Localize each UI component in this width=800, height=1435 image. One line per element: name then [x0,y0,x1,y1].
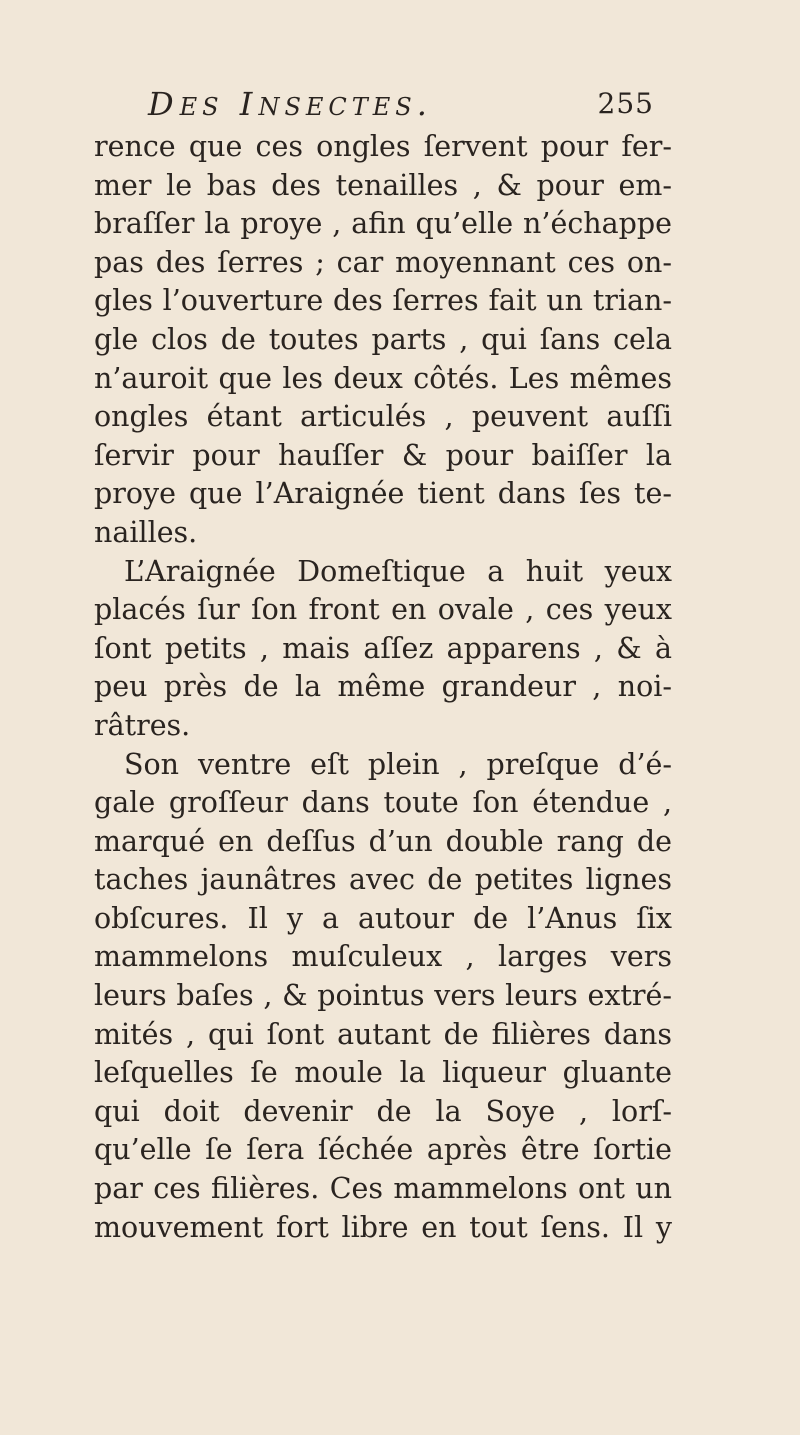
text-line: n’auroit que les deux côtés. Les mêmes [94,361,672,395]
running-head [148,82,654,126]
text-line: mités , qui ſont autant de filières dans [94,1017,672,1051]
rh-prefix: D [148,85,180,123]
text-line: ongles étant articulés , peuvent auſſi [94,400,672,434]
text-line: marqué en deſſus d’un double rang de [94,824,672,858]
text-line: mouvement fort libre en tout ſens. Il y [94,1210,672,1244]
rh-suffix: . [416,85,433,123]
text-line: gle clos de toutes parts , qui ſans cela [94,322,672,356]
text-line: mammelons muſculeux , larges vers [94,940,672,974]
text-line: gale groſſeur dans toute ſon étendue , [94,786,672,820]
text-line: obſcures. Il y a autour de l’Anus ſix [94,901,672,935]
text-line: gles l’ouverture des ſerres fait un trian- [94,284,672,318]
running-head-title [148,82,433,129]
text-line: braſſer la proye , afin qu’elle n’échappe [94,207,672,241]
rh-main-small: NSECTES [258,93,417,121]
page-number: 255 [597,87,654,120]
text-line: taches jaunâtres avec de petites lignes [94,863,672,897]
rh-prefix-small: ES [179,93,224,121]
text-line: qui doit devenir de la Soye , lorſ- [94,1094,672,1128]
text-line: leſquelles ſe moule la liqueur gluante [94,1056,672,1090]
text-line: mer le bas des tenailles , & pour em- [94,168,672,202]
text-line: ſont petits , mais aſſez apparens , & à [94,631,672,665]
text-line: ſervir pour hauſſer & pour baiſſer la [94,438,672,472]
text-line: pas des ſerres ; car moyennant ces on- [94,245,672,279]
text-line: nailles. [94,515,198,549]
text-line: qu’elle ſe ſera ſéchée après être ſortie [94,1133,672,1167]
text-line: L’Araignée Domeſtique a huit yeux [124,554,672,588]
text-line: par ces filières. Ces mammelons ont un [94,1172,672,1206]
rh-main: I [239,85,259,123]
text-line: rence que ces ongles ſervent pour fer- [94,130,672,163]
text-line: râtres. [94,708,191,742]
text-line: placés ſur ſon front en ovale , ces yeux [94,593,672,627]
text-line: Son ventre eſt plein , preſque d’é- [124,747,672,781]
text-line: peu près de la même grandeur , noi- [94,670,672,704]
body-text [94,128,672,1247]
text-line: leurs baſes , & pointus vers leurs extré- [94,979,672,1013]
text-line: proye que l’Araignée tient dans ſes te- [94,477,672,511]
